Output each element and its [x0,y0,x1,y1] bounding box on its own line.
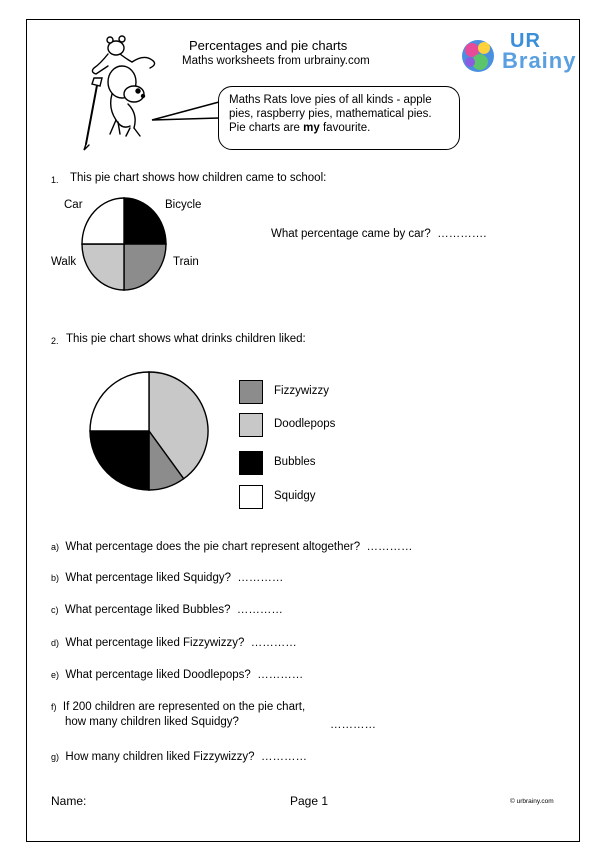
brain-globe-icon [458,36,498,76]
label-car: Car [64,199,83,211]
sub-question-e [51,669,303,681]
pie-slice-walk [82,244,124,290]
sub-question-letter: d) [51,638,60,648]
legend-swatch-squidgy [239,485,263,509]
label-train: Train [173,256,199,268]
sub-question-c [51,604,283,616]
label-bicycle: Bicycle [165,199,202,211]
sub-question-g [51,751,307,763]
sub-question-text-line2: how many children liked Squidgy? [65,716,239,728]
q1-ask-text: What percentage came by car? [271,228,431,240]
q1-prompt: This pie chart shows how children came to school: [70,172,327,184]
pie-slice-bicycle [124,198,166,244]
sub-question-text: What percentage liked Doodlepops? [65,669,251,681]
sub-question-b [51,572,283,584]
answer-line[interactable]: ………… [237,572,284,584]
sub-question-text: What percentage does the pie chart represent altogether? [65,541,361,553]
pie-chart-drinks [88,370,210,492]
legend-label-bubbles: Bubbles [274,456,316,468]
legend-label-fizzywizzy: Fizzywizzy [274,385,329,397]
sub-question-f-line2 [65,716,239,728]
answer-line[interactable]: ………… [236,604,283,616]
copyright: © urbrainy.com [510,798,554,805]
logo-bottom-text: Brainy [502,48,577,73]
pie-slice-bubbles [90,431,149,490]
pie-slice-squidgy [90,372,149,431]
bubble-text-before: Maths Rats love pies of all kinds - apple pies, raspberry pies, mathematical pies. Pie charts are [229,94,432,134]
q2-number: 2. [51,336,59,346]
answer-line[interactable]: ………… [330,719,376,731]
q1-answer-line[interactable]: …………. [437,228,487,240]
sub-question-text-line1: If 200 children are represented on the pie chart, [62,701,306,713]
pie-slice-train [124,244,166,290]
answer-line[interactable]: ………… [366,541,413,553]
sub-question-letter: a) [51,542,60,552]
sub-question-d [51,637,297,649]
q1-number: 1. [51,175,59,185]
sub-question-letter: f) [51,702,57,712]
bubble-text-after: favourite. [319,122,371,134]
legend-label-squidgy: Squidgy [274,490,316,502]
sub-question-a [51,541,413,553]
urbrainy-logo [458,30,577,78]
page-number: Page 1 [290,794,329,808]
q2-prompt: This pie chart shows what drinks children liked: [66,333,306,345]
answer-line[interactable]: ………… [257,669,304,681]
sub-question-text: How many children liked Fizzywizzy? [65,751,255,763]
speech-bubble-tail [150,100,222,130]
speech-bubble [218,86,460,150]
legend-swatch-bubbles [239,451,263,475]
answer-line[interactable]: ………… [250,637,297,649]
sub-question-letter: c) [51,605,59,615]
name-label: Name: [51,794,87,808]
legend-label-doodlepops: Doodlepops [274,418,336,430]
sub-question-letter: g) [51,752,60,762]
sub-question-letter: b) [51,573,60,583]
sub-question-f [51,701,305,713]
logo-top-text: UR [510,30,541,52]
page-title: Percentages and pie charts [189,38,348,53]
legend-swatch-doodlepops [239,413,263,437]
label-walk: Walk [51,256,77,268]
answer-line[interactable]: ………… [260,751,307,763]
bubble-emphasis: my [303,122,320,134]
pie-chart-transport [80,196,168,292]
sub-question-letter: e) [51,670,60,680]
sub-question-text: What percentage liked Fizzywizzy? [65,637,245,649]
pie-slice-car [82,198,124,244]
rat-mascot-icon [72,34,168,152]
legend-swatch-fizzywizzy [239,380,263,404]
sub-question-text: What percentage liked Bubbles? [64,604,231,616]
page-subtitle: Maths worksheets from urbrainy.com [182,55,370,67]
q1-ask [271,228,486,240]
sub-question-text: What percentage liked Squidgy? [65,572,231,584]
